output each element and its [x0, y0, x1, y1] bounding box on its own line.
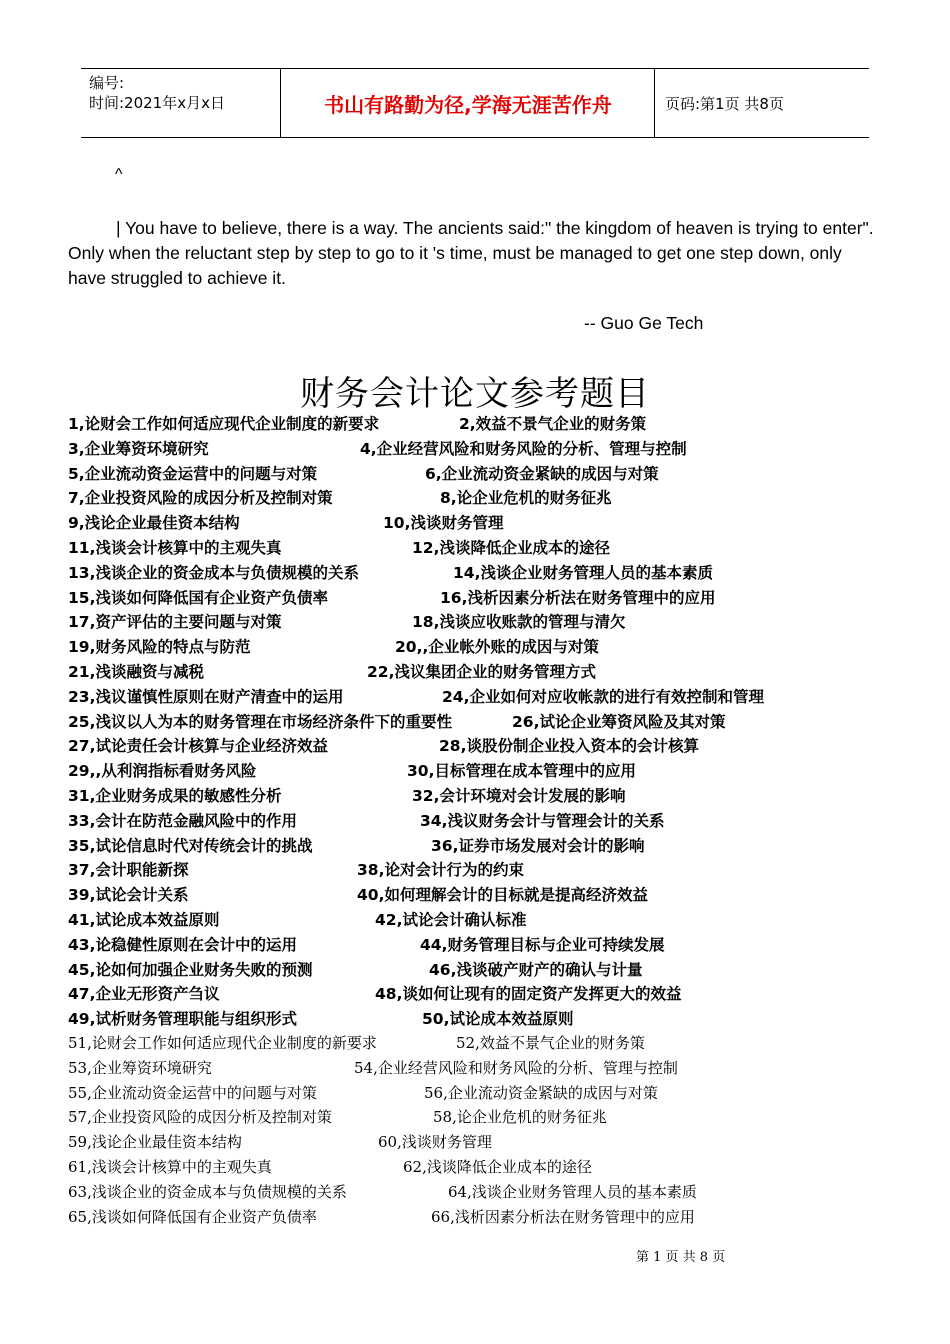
- topic-right: 54,企业经营风险和财务风险的分析、管理与控制: [354, 1058, 678, 1077]
- topic-right: 32,会计环境对会计发展的影响: [412, 786, 626, 805]
- topic-row: [68, 635, 888, 660]
- topic-row: [68, 660, 888, 685]
- topic-left: 23,浅议谨慎性原则在财产清查中的运用: [68, 687, 344, 706]
- topic-left: 9,浅论企业最佳资本结构: [68, 514, 240, 533]
- topic-right: 48,谈如何让现有的固定资产发挥更大的效益: [375, 985, 682, 1004]
- topic-row: [68, 809, 888, 834]
- topic-row: [68, 883, 888, 908]
- topic-row: [68, 586, 888, 611]
- header-page-info: 页码:第1页 共8页: [665, 94, 784, 113]
- topic-right: 8,论企业危机的财务征兆: [440, 489, 612, 508]
- topic-row: [68, 710, 888, 735]
- topic-left: 47,企业无形资产刍议: [68, 985, 220, 1004]
- topic-left: 51,论财会工作如何适应现代企业制度的新要求: [68, 1033, 377, 1052]
- topic-row: [68, 1181, 888, 1206]
- header-table: [81, 68, 869, 138]
- topic-right: 36,证券市场发展对会计的影响: [431, 836, 645, 855]
- topic-right: 20,,企业帐外账的成因与对策: [395, 638, 599, 657]
- topic-row: [68, 536, 888, 561]
- topic-row: [68, 1057, 888, 1082]
- topic-row: [68, 437, 888, 462]
- page-title: 财务会计论文参考题目: [300, 374, 650, 414]
- topic-row: [68, 1082, 888, 1107]
- topic-left: 59,浅论企业最佳资本结构: [68, 1133, 242, 1152]
- topic-row: [68, 610, 888, 635]
- topic-left: 39,试论会计关系: [68, 886, 189, 905]
- topic-right: 18,浅谈应收账款的管理与清欠: [412, 613, 626, 632]
- topic-right: 34,浅议财务会计与管理会计的关系: [420, 811, 665, 830]
- topic-row: [68, 1206, 888, 1231]
- topic-left: 45,论如何加强企业财务失败的预测: [68, 960, 313, 979]
- topic-left: 57,企业投资风险的成因分析及控制对策: [68, 1108, 332, 1127]
- topic-left: 15,浅谈如何降低国有企业资产负债率: [68, 588, 328, 607]
- topic-right: 40,如何理解会计的目标就是提高经济效益: [357, 886, 648, 905]
- topic-left: 1,论财会工作如何适应现代企业制度的新要求: [68, 415, 380, 433]
- topic-right: 10,浅谈财务管理: [383, 514, 504, 533]
- topic-left: 25,浅议以人为本的财务管理在市场经济条件下的重要性: [68, 712, 452, 731]
- topic-left: 65,浅谈如何降低国有企业资产负债率: [68, 1207, 317, 1226]
- caret-mark: ^: [115, 166, 123, 183]
- topic-row: [68, 933, 888, 958]
- topic-row: [68, 1131, 888, 1156]
- topic-right: 28,谈股份制企业投入资本的会计核算: [439, 737, 699, 756]
- topic-row: [68, 784, 888, 809]
- topic-left: 33,会计在防范金融风险中的作用: [68, 811, 297, 830]
- topic-left: 13,浅谈企业的资金成本与负债规模的关系: [68, 563, 359, 582]
- topic-left: 53,企业筹资环境研究: [68, 1058, 212, 1077]
- quote-paragraph: | You have to believe, there is a way. The ancients said:" the kingdom of heaven is trying to enter". Only when the reluctant step by step to go to it 's time, must be managed to get one step down, only have struggled to achieve it.: [68, 218, 874, 288]
- topic-right: 62,浅谈降低企业成本的途径: [403, 1157, 592, 1176]
- topic-left: 49,试析财务管理职能与组织形式: [68, 1010, 297, 1029]
- topic-row: [68, 561, 888, 586]
- topic-left: 19,财务风险的特点与防范: [68, 638, 251, 657]
- header-number: 编号:: [89, 74, 125, 92]
- topic-right: 60,浅谈财务管理: [378, 1133, 492, 1152]
- topic-row: [68, 982, 888, 1007]
- topic-right: 22,浅议集团企业的财务管理方式: [367, 662, 596, 681]
- topic-row: [68, 734, 888, 759]
- topic-left: 3,企业筹资环境研究: [68, 439, 209, 458]
- signature: -- Guo Ge Tech: [584, 313, 704, 333]
- topic-row: [68, 1032, 888, 1057]
- topic-right: 50,试论成本效益原则: [422, 1010, 574, 1029]
- topic-row: [68, 1156, 888, 1181]
- topic-right: 26,试论企业筹资风险及其对策: [512, 712, 726, 731]
- topic-row: [68, 462, 888, 487]
- topic-right: 38,论对会计行为的约束: [357, 861, 524, 880]
- topic-row: [68, 958, 888, 983]
- topic-left: 31,企业财务成果的敏感性分析: [68, 786, 282, 805]
- header-motto: 书山有路勤为径,学海无涯苦作舟: [282, 69, 655, 137]
- topic-row: [68, 486, 888, 511]
- topic-right: 6,企业流动资金紧缺的成因与对策: [425, 464, 659, 483]
- topic-left: 21,浅谈融资与减税: [68, 662, 204, 681]
- topic-left: 27,试论责任会计核算与企业经济效益: [68, 737, 328, 756]
- topic-left: 55,企业流动资金运营中的问题与对策: [68, 1083, 317, 1102]
- topic-right: 44,财务管理目标与企业可持续发展: [420, 935, 665, 954]
- topic-row: [68, 908, 888, 933]
- topic-right: 46,浅谈破产财产的确认与计量: [429, 960, 643, 979]
- topic-left: 61,浅谈会计核算中的主观失真: [68, 1157, 272, 1176]
- topic-right: 56,企业流动资金紧缺的成因与对策: [424, 1083, 658, 1102]
- topic-left: 43,论稳健性原则在会计中的运用: [68, 935, 297, 954]
- topic-right: 42,试论会计确认标准: [375, 910, 527, 929]
- topic-row: [68, 685, 888, 710]
- topic-left: 5,企业流动资金运营中的问题与对策: [68, 464, 318, 483]
- topic-left: 29,,从利润指标看财务风险: [68, 762, 257, 781]
- header-meta: [81, 69, 281, 137]
- topic-right: 2,效益不景气企业的财务策: [459, 415, 647, 433]
- topic-list: [68, 412, 888, 1230]
- topic-left: 11,浅谈会计核算中的主观失真: [68, 538, 282, 557]
- topic-right: 58,论企业危机的财务征兆: [433, 1108, 607, 1127]
- topic-right: 30,目标管理在成本管理中的应用: [407, 762, 636, 781]
- topic-right: 16,浅析因素分析法在财务管理中的应用: [440, 588, 716, 607]
- topic-row: [68, 1007, 888, 1032]
- topic-left: 63,浅谈企业的资金成本与负债规模的关系: [68, 1182, 347, 1201]
- topic-left: 35,试论信息时代对传统会计的挑战: [68, 836, 313, 855]
- topic-left: 37,会计职能新探: [68, 861, 189, 880]
- topic-right: 24,企业如何对应收帐款的进行有效控制和管理: [442, 687, 764, 706]
- topic-row: [68, 1106, 888, 1131]
- header-date: 时间:2021年x月x日: [89, 94, 225, 112]
- topic-right: 4,企业经营风险和财务风险的分析、管理与控制: [360, 439, 687, 458]
- topic-left: 7,企业投资风险的成因分析及控制对策: [68, 489, 333, 508]
- page-footer: 第 1 页 共 8 页: [636, 1250, 726, 1265]
- topic-right: 14,浅谈企业财务管理人员的基本素质: [453, 563, 713, 582]
- topic-row: [68, 858, 888, 883]
- topic-right: 66,浅析因素分析法在财务管理中的应用: [431, 1207, 695, 1226]
- topic-left: 41,试论成本效益原则: [68, 910, 220, 929]
- topic-row: [68, 759, 888, 784]
- topic-left: 17,资产评估的主要问题与对策: [68, 613, 282, 632]
- topic-right: 52,效益不景气企业的财务策: [456, 1033, 645, 1052]
- topic-right: 64,浅谈企业财务管理人员的基本素质: [448, 1182, 697, 1201]
- topic-row: [68, 511, 888, 536]
- topic-right: 12,浅谈降低企业成本的途径: [412, 538, 610, 557]
- topic-row: [68, 412, 888, 437]
- topic-row: [68, 834, 888, 859]
